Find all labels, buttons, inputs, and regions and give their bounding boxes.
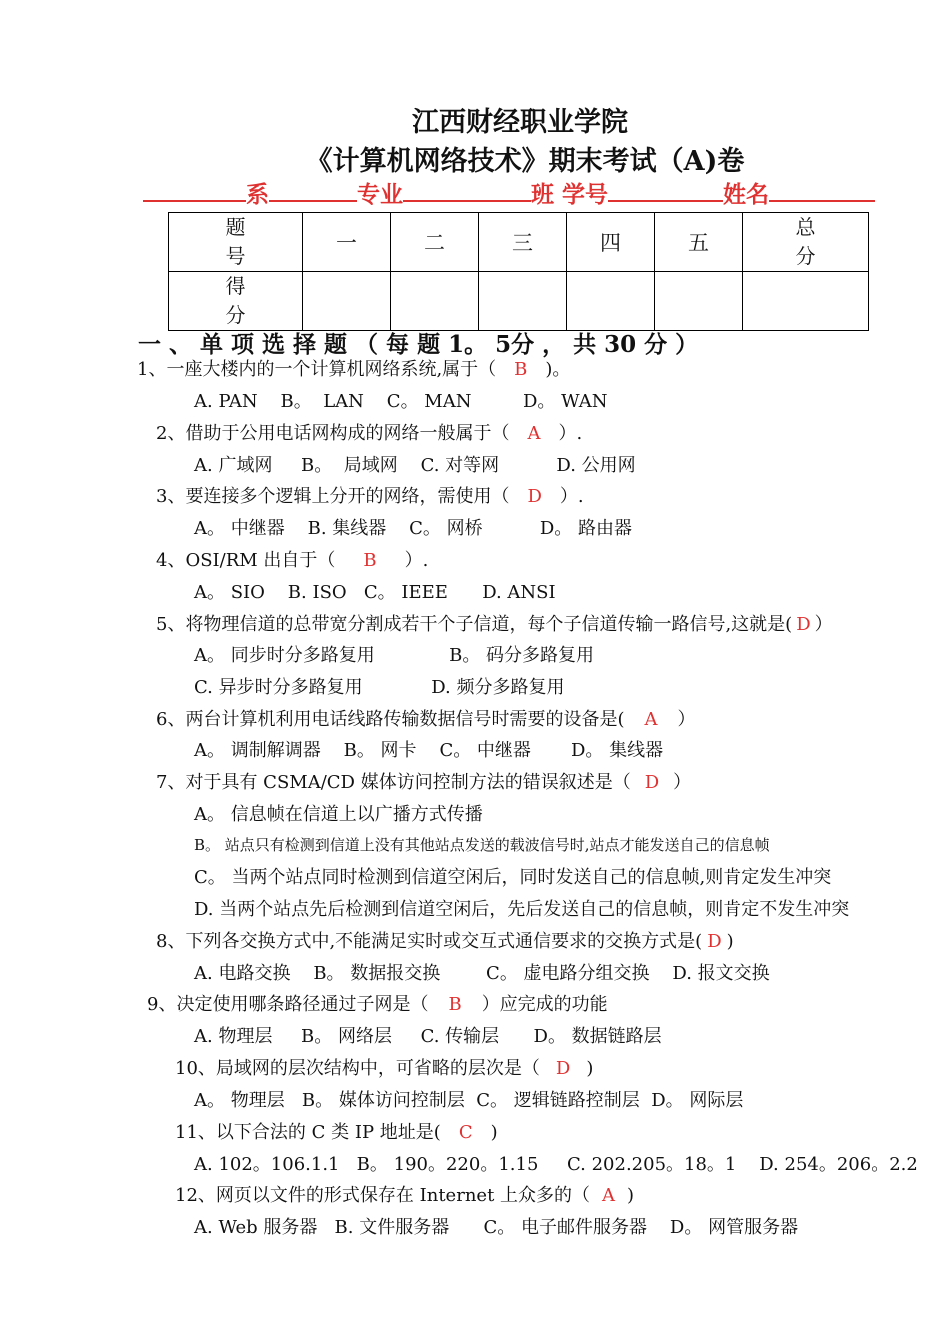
school-name: 江西财经职业学院	[412, 107, 628, 138]
score-cell-total[interactable]	[743, 272, 869, 331]
answer-12: A	[602, 1185, 616, 1206]
dept-blank	[143, 178, 246, 202]
student-no-blank	[608, 178, 723, 202]
question-2: 2、借助于公用电话网构成的网络一般属于（ A ）.	[156, 423, 583, 444]
options-12: A. Web 服务器 B. 文件服务器 C。 电子邮件服务器 D。 网管服务器	[194, 1217, 799, 1238]
answer-3: D	[527, 486, 542, 507]
col-4: 四	[567, 213, 655, 272]
student-no-label: 学号	[562, 181, 609, 208]
options-3: A。 中继器 B. 集线器 C。 网桥 D。 路由器	[194, 518, 633, 539]
options-9: A. 物理层 B。 网络层 C. 传输层 D。 数据链路层	[194, 1026, 662, 1047]
question-12: 12、网页以文件的形式保存在 Internet 上众多的（ A )	[175, 1185, 635, 1206]
score-cell-2[interactable]	[391, 272, 479, 331]
class-label: 班	[531, 181, 554, 208]
options-5a: A。 同步时分多路复用 B。 码分多路复用	[194, 645, 595, 666]
col-2: 二	[391, 213, 479, 272]
answer-4: B	[363, 550, 377, 571]
row-label-question-no: 题 号	[169, 213, 303, 272]
options-5b: C. 异步时分多路复用 D. 频分多路复用	[194, 677, 565, 698]
options-4: A。 SIO B. ISO C。 IEEE D. ANSI	[194, 582, 556, 603]
options-11: A. 102。106.1.1 B。 190。220。1.15 C. 202.205。18。1 D. 254。206。2.2	[194, 1154, 918, 1175]
options-2: A. 广域网 B。 局域网 C. 对等网 D. 公用网	[194, 455, 636, 476]
answer-10: D	[555, 1058, 571, 1079]
question-9: 9、决定使用哪条路径通过子网是（ B ）应完成的功能	[147, 994, 608, 1015]
question-3: 3、要连接多个逻辑上分开的网络，需使用（ D ）.	[156, 486, 584, 507]
options-7c: C。 当两个站点同时检测到信道空闲后，同时发送自己的信息帧,则肯定发生冲突	[194, 867, 832, 888]
row-label-score: 得 分	[169, 272, 303, 331]
col-1: 一	[303, 213, 391, 272]
options-8: A. 电路交换 B。 数据报交换 C。 虚电路分组交换 D. 报文交换	[194, 963, 770, 984]
question-10: 10、局域网的层次结构中，可省略的层次是（ D )	[175, 1058, 594, 1079]
answer-6: A	[644, 709, 658, 730]
col-total: 总 分	[743, 213, 869, 272]
question-7: 7、对于具有 CSMA/CD 媒体访问控制方法的错误叙述是（ D ）	[156, 772, 692, 793]
student-info-line	[143, 176, 875, 209]
col-3: 三	[479, 213, 567, 272]
answer-8: D	[707, 931, 722, 952]
answer-11: C	[458, 1122, 473, 1143]
options-1: A. PAN B。 LAN C。 MAN D。 WAN	[194, 391, 608, 412]
question-11: 11、以下合法的 C 类 IP 地址是( C )	[175, 1122, 498, 1143]
answer-1: B	[514, 359, 528, 380]
answer-2: A	[527, 423, 541, 444]
answer-9: B	[448, 994, 462, 1015]
dept-label: 系	[246, 181, 269, 208]
class-blank	[403, 178, 531, 202]
question-8: 8、下列各交换方式中,不能满足实时或交互式通信要求的交换方式是( D )	[156, 931, 734, 952]
major-label: 专业	[357, 181, 403, 208]
name-label: 姓名	[723, 181, 770, 208]
options-10: A。 物理层 B。 媒体访问控制层 C。 逻辑链路控制层 D。 网际层	[194, 1090, 744, 1111]
answer-5: D	[796, 614, 811, 635]
answer-7: D	[644, 772, 660, 793]
question-1: 1、一座大楼内的一个计算机网络系统,属于（ B )。	[137, 359, 571, 380]
score-table	[168, 212, 869, 331]
score-cell-4[interactable]	[567, 272, 655, 331]
score-cell-1[interactable]	[303, 272, 391, 331]
question-4: 4、OSI/RM 出自于（ B ）.	[156, 550, 429, 571]
score-cell-3[interactable]	[479, 272, 567, 331]
major-blank	[269, 178, 357, 202]
name-blank	[769, 178, 875, 202]
section-title: 一 、 单 项 选 择 题 （ 每 题 1。 5分 ， 共 30 分 ）	[138, 331, 699, 358]
question-6: 6、两台计算机利用电话线路传输数据信号时需要的设备是( A ）	[156, 709, 696, 730]
options-7d: D. 当两个站点先后检测到信道空闲后，先后发送自己的信息帧，则肯定不发生冲突	[194, 899, 850, 920]
options-7b: B。 站点只有检测到信道上没有其他站点发送的载波信号时,站点才能发送自己的信息帧	[194, 836, 770, 854]
score-table-score-row	[169, 272, 869, 331]
options-6: A。 调制解调器 B。 网卡 C。 中继器 D。 集线器	[194, 740, 664, 761]
exam-title: 《计算机网络技术》期末考试（A)卷	[305, 146, 745, 177]
options-7a: A。 信息帧在信道上以广播方式传播	[194, 804, 483, 825]
col-5: 五	[655, 213, 743, 272]
score-table-header-row	[169, 213, 869, 272]
score-cell-5[interactable]	[655, 272, 743, 331]
question-5: 5、将物理信道的总带宽分割成若干个子信道，每个子信道传输一路信号,这就是( D ）	[156, 614, 833, 635]
